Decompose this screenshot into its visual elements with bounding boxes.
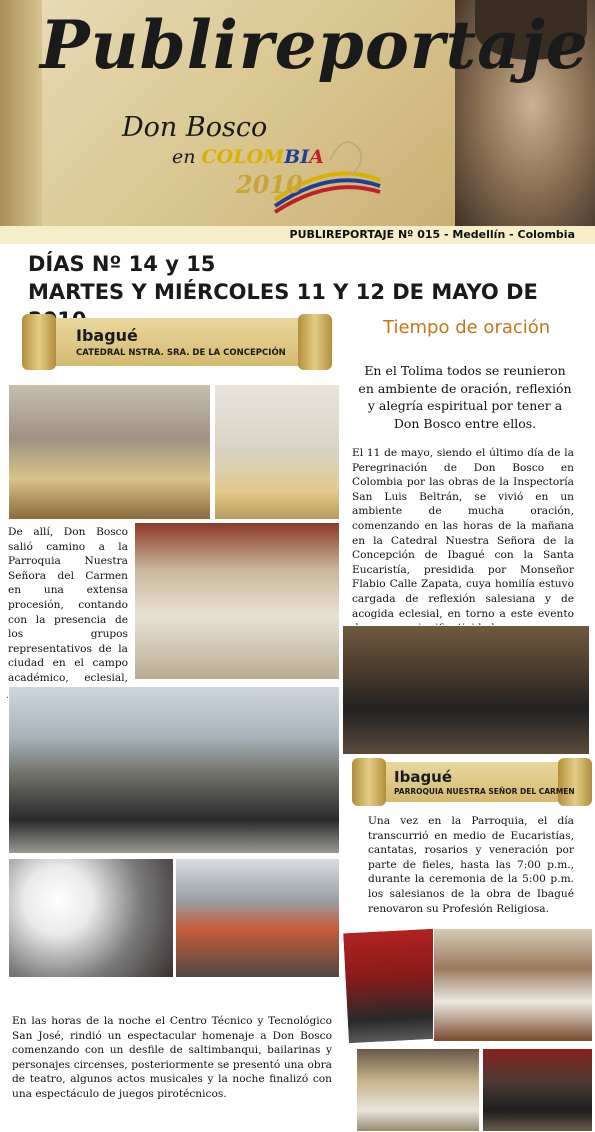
scroll-left-cap — [22, 314, 56, 370]
photo-mass-celebration — [134, 522, 340, 680]
section-title: Tiempo de oración — [383, 317, 551, 338]
paragraph-mayo: El 11 de mayo, siendo el último día de la Peregrinación de Don Bosco en Colombia por las obras de la Inspectoría San Luis Beltrán, se vivió en un ambiente de mucha oración, comenzando en las horas de la mañana en la Catedral Nuestra Señora de la Concepción de Ibagué con la Santa Eucaristía, presidida por Monseñor Flabio Calle Zapata, cuya homilía estuvo cargada de reflexión salesiana y de acogida eclesial, en torno a este evento — [352, 447, 574, 620]
photo-celebrant — [356, 1048, 480, 1132]
photo-cathedral-crowd — [8, 384, 211, 520]
photo-audience — [433, 928, 593, 1042]
photo-singer — [342, 928, 440, 1045]
banner-place: PARROQUIA NUESTRA SEÑOR DEL CARMEN — [394, 787, 575, 796]
intro-text: En el Tolima todos se reunieron en ambiente de oración, reflexión y alegría espiritual por tener a Don Bosco entre ellos. — [358, 363, 572, 431]
banner-city: Ibagué — [76, 326, 138, 345]
headline-dates: MARTES Y MIÉRCOLES 11 Y 12 DE MAYO DE — [28, 280, 538, 304]
photo-priest-altar — [214, 384, 340, 520]
issue-text: PUBLIREPORTAJE Nº 015 - Medellín - Colombia — [289, 228, 575, 241]
logo-text — [172, 146, 324, 168]
banner-city: Ibagué — [394, 768, 453, 786]
logo-year: 2010 — [236, 170, 303, 199]
logo-en: en — [172, 146, 196, 168]
page-title: Publireportaje — [40, 6, 589, 84]
scroll-left-cap — [352, 758, 386, 806]
paragraph-alli: De allí, Don Bosco salió camino a la Parroquia Nuestra Señora del Carmen en una extensa procesión, contando con la presencia de los grupos representativos de la ciudad en el campo académico, eclesial, — [8, 526, 128, 684]
paper-edge — [0, 0, 42, 232]
banner-catedral — [28, 318, 326, 366]
photo-parade-float — [175, 858, 340, 978]
banner-parroquia — [358, 762, 586, 802]
banner-place: CATEDRAL NSTRA. SRA. DE LA CONCEPCIÓN — [76, 348, 286, 358]
photo-drum-parade — [8, 686, 340, 854]
photo-salesians-praying — [342, 625, 590, 755]
paragraph-noche: En las horas de la noche el Centro Técnico y Tecnológico San José, rindió un espectacular homenaje a Don Bosco comenzando con un desfile de saltimbanqui, bailarinas y personajes circenses, posteriormente se presentó una obra de teatro, algunos actos musicales y la noche finalizó con una espectáculo de juegos pirotécnicos. — [12, 1015, 332, 1100]
logo-colombia-yellow: COLOM — [201, 146, 285, 168]
scroll-right-cap — [558, 758, 592, 806]
page-subtitle: Don Bosco — [122, 112, 268, 143]
logo-colombia-red: A — [309, 146, 324, 168]
paragraph-parroquia: Una vez en la Parroquia, el día transcurrió en medio de Eucaristías, cantatas, rosarios y veneración por parte de fieles, hasta las 7:00 p.m., durante la ceremonia de la 5:00 p.m. los salesianos de la obra de Ibagué renovaron su Profesión Religiosa. — [368, 815, 574, 915]
headline-days: DÍAS Nº 14 y 15 — [28, 252, 216, 276]
photo-balloons — [8, 858, 174, 978]
scroll-right-cap — [298, 314, 332, 370]
photo-musicians — [482, 1048, 593, 1132]
logo-colombia-blue: BI — [284, 146, 310, 168]
